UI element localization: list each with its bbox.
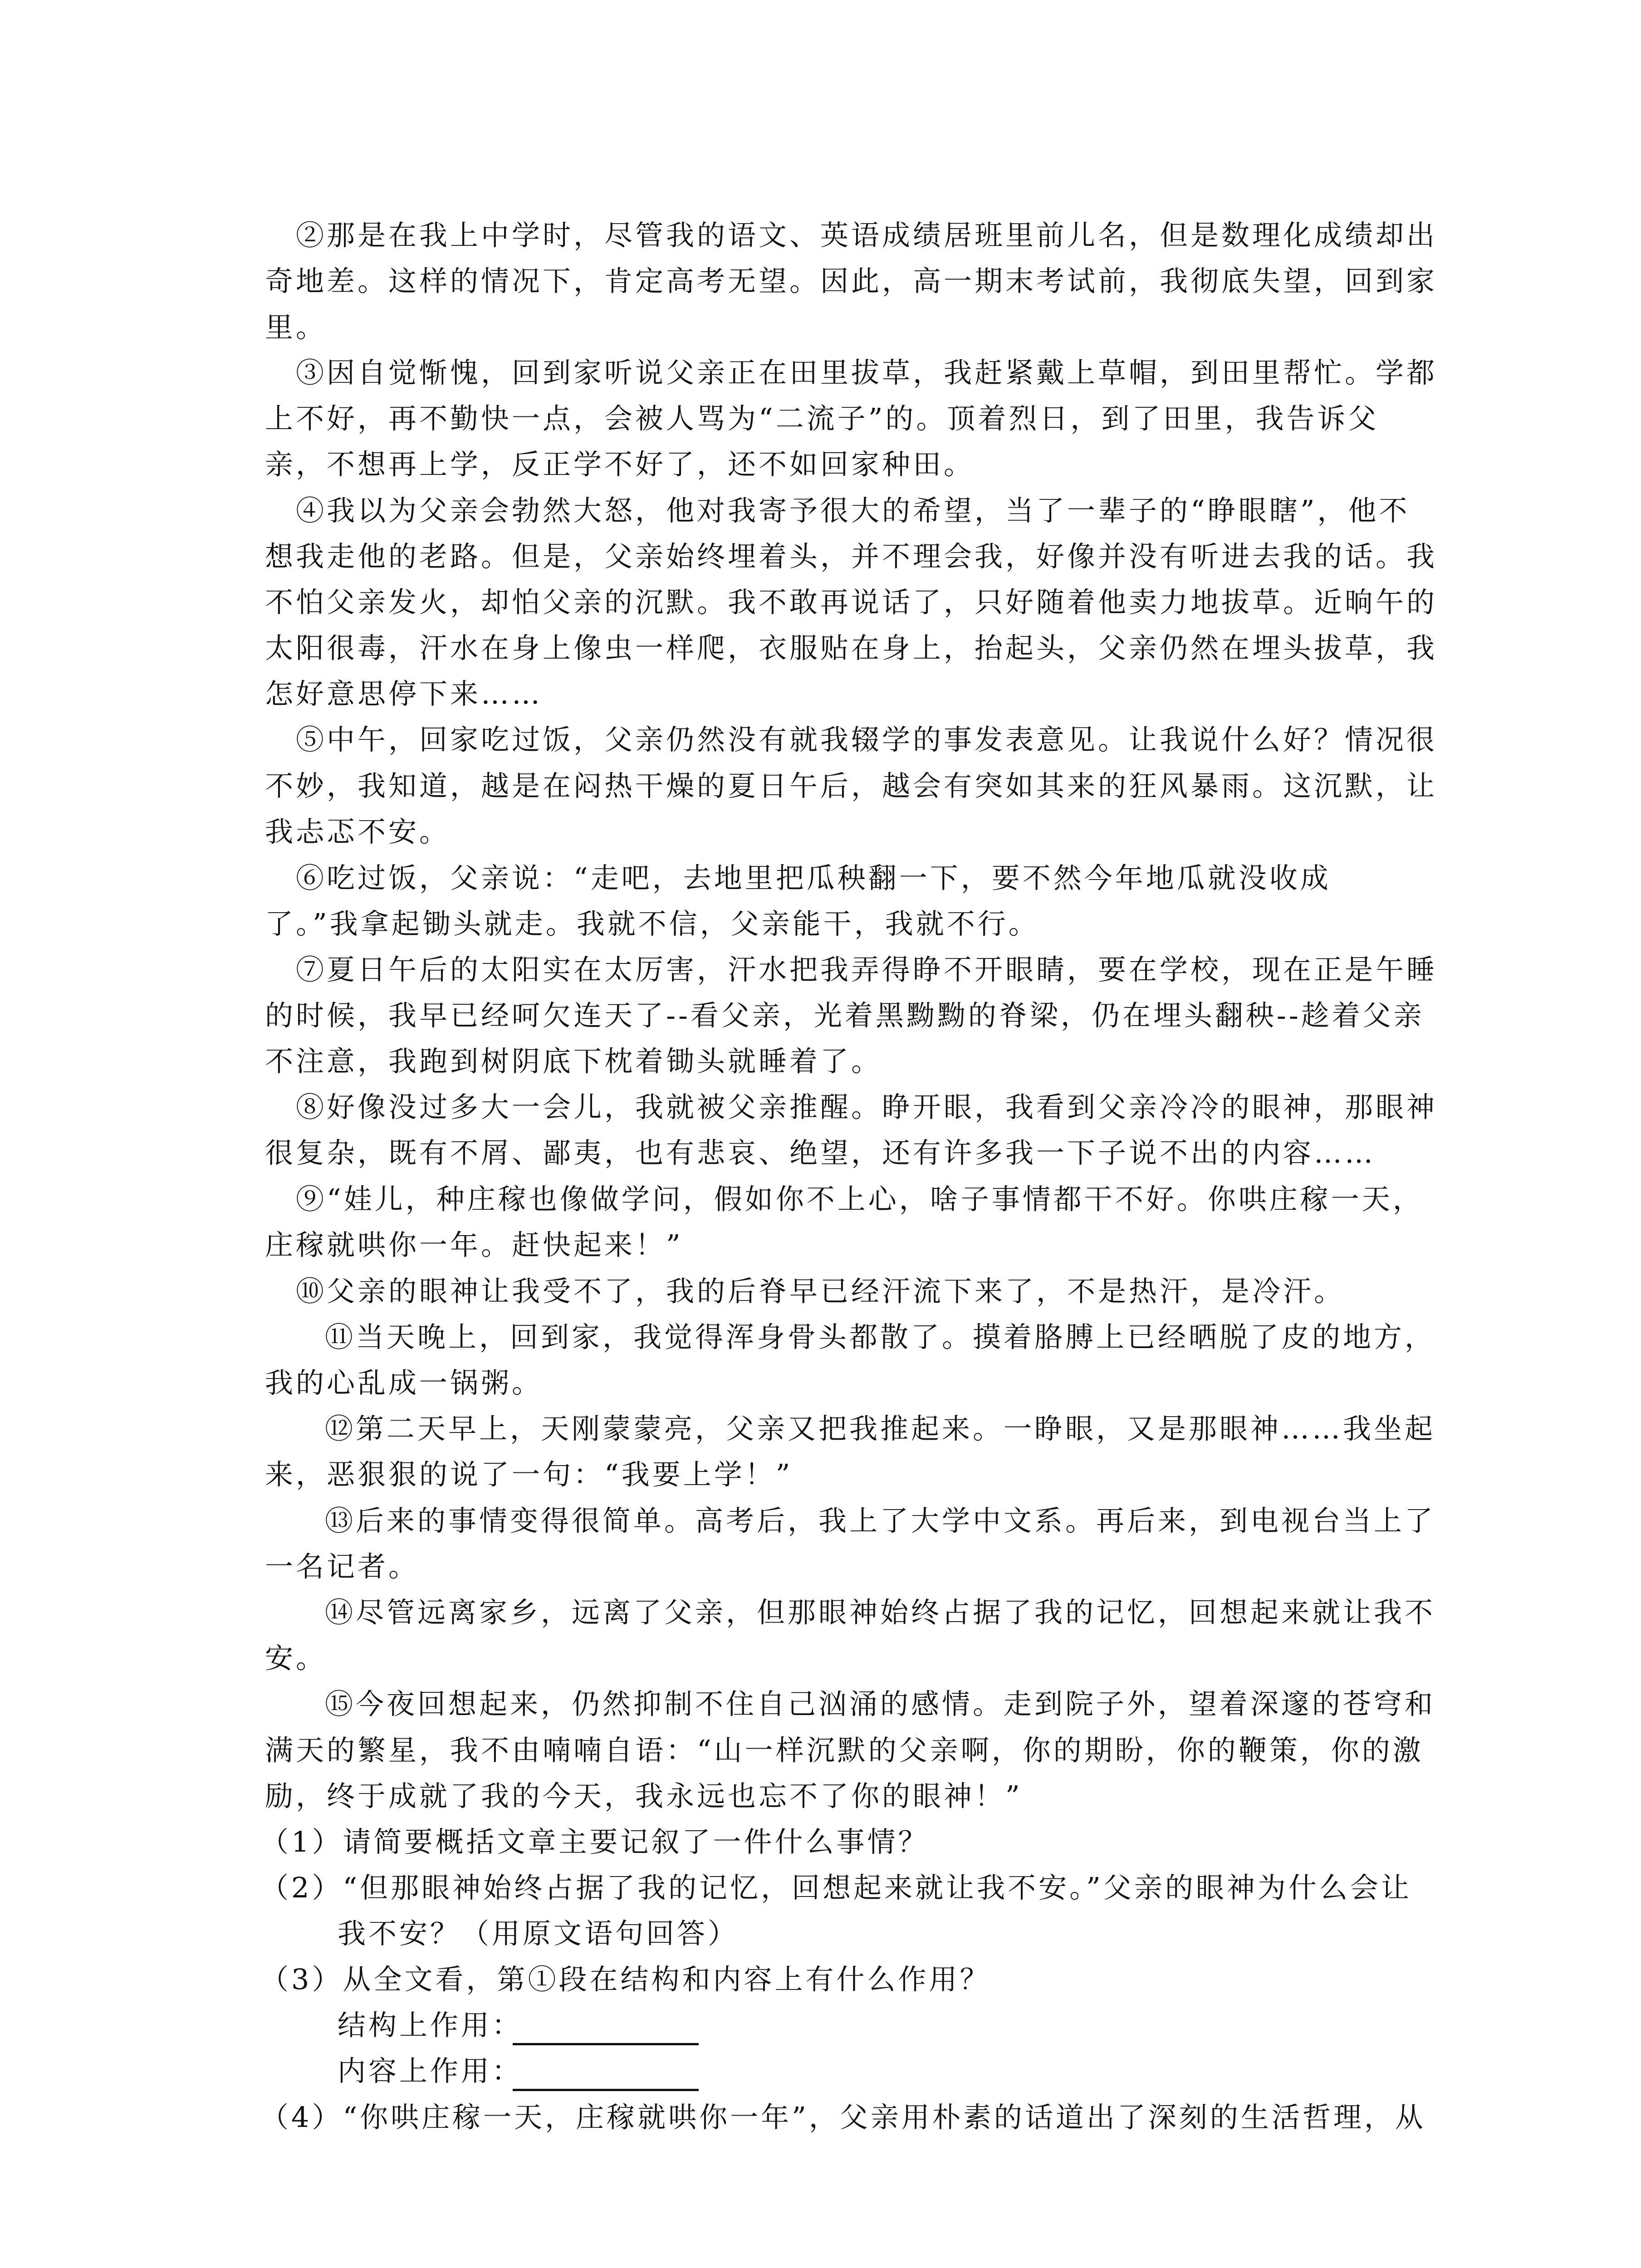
question-3-content-label: 内容上作用：: [338, 2054, 523, 2087]
paragraph-3-line-3: 亲，不想再上学，反正学不好了，还不如回家种田。: [265, 448, 975, 481]
paragraph-11-line-2: 我的心乱成一锅粥。: [265, 1366, 543, 1399]
structure-answer-blank[interactable]: [513, 2043, 699, 2045]
paragraph-3-line-2: 上不好，再不勤快一点，会被人骂为“二流子”的。顶着烈日，到了田里，我告诉父: [265, 402, 1379, 435]
question-3-line-1: （3）从全文看，第①段在结构和内容上有什么作用？: [260, 1963, 991, 1996]
paragraph-2-line-2: 奇地差。这样的情况下，肯定高考无望。因此，高一期末考试前，我彻底失望，回到家: [265, 264, 1438, 298]
paragraph-4-line-2: 想我走他的老路。但是，父亲始终埋着头，并不理会我，好像并没有听进去我的话。我: [265, 540, 1438, 573]
paragraph-4-line-1: ④我以为父亲会勃然大怒，他对我寄予很大的希望，当了一辈子的“睁眼瞎”，他不: [296, 494, 1410, 527]
paragraph-3-line-1: ③因自觉惭愧，回到家听说父亲正在田里拔草，我赶紧戴上草帽，到田里帮忙。学都: [296, 356, 1438, 389]
paragraph-7-line-3: 不注意，我跑到树阴底下枕着锄头就睡着了。: [265, 1045, 882, 1078]
paragraph-2-line-1: ②那是在我上中学时，尽管我的语文、英语成绩居班里前儿名，但是数理化成绩却出: [296, 219, 1438, 252]
paragraph-15-line-2: 满天的繁星，我不由喃喃自语：“山一样沉默的父亲啊，你的期盼，你的鞭策，你的激: [265, 1734, 1424, 1767]
paragraph-12-line-1: ⑫第二天早上，天刚蒙蒙亮，父亲又把我推起来。一睁眼，又是那眼神……我坐起: [325, 1412, 1436, 1445]
question-1: （1）请简要概括文章主要记叙了一件什么事情？: [260, 1825, 929, 1858]
paragraph-6-line-2: 了。”我拿起锄头就走。我就不信，父亲能干，我就不行。: [265, 907, 1039, 940]
paragraph-9-line-2: 庄稼就哄你一年。赶快起来！”: [265, 1228, 683, 1261]
question-2-line-1: （2）“但那眼神始终占据了我的记忆，回想起来就让我不安。”父亲的眼神为什么会让: [260, 1871, 1412, 1904]
paragraph-8-line-1: ⑧好像没过多大一会儿，我就被父亲推醒。睁开眼，我看到父亲冷冷的眼神，那眼神: [296, 1090, 1438, 1124]
question-4-line-1: （4）“你哄庄稼一天，庄稼就哄你一年”，父亲用朴素的话道出了深刻的生活哲理，从: [260, 2101, 1426, 2134]
paragraph-9-line-1: ⑨“娃儿，种庄稼也像做学问，假如你不上心，啥子事情都干不好。你哄庄稼一天，: [296, 1183, 1424, 1216]
paragraph-11-line-1: ⑪当天晚上，回到家，我觉得浑身骨头都散了。摸着胳膊上已经晒脱了皮的地方，: [325, 1320, 1436, 1354]
paragraph-13-line-1: ⑬后来的事情变得很简单。高考后，我上了大学中文系。再后来，到电视台当上了: [325, 1504, 1436, 1537]
paragraph-10-line-1: ⑩父亲的眼神让我受不了，我的后脊早已经汗流下来了，不是热汗，是冷汗。: [296, 1275, 1345, 1308]
paragraph-4-line-3: 不怕父亲发火，却怕父亲的沉默。我不敢再说话了，只好随着他卖力地拔草。近晌午的: [265, 586, 1438, 619]
paragraph-2-line-3: 里。: [265, 311, 327, 344]
paragraph-6-line-1: ⑥吃过饭，父亲说：“走吧，去地里把瓜秧翻一下，要不然今年地瓜就没收成: [296, 861, 1331, 894]
content-answer-blank[interactable]: [513, 2089, 699, 2091]
paragraph-8-line-2: 很复杂，既有不屑、鄙夷，也有悲哀、绝望，还有许多我一下子说不出的内容……: [265, 1136, 1376, 1169]
paragraph-14-line-1: ⑭尽管远离家乡，远离了父亲，但那眼神始终占据了我的记忆，回想起来就让我不: [325, 1596, 1436, 1629]
paragraph-5-line-1: ⑤中午，回家吃过饭，父亲仍然没有就我辍学的事发表意见。让我说什么好？情况很: [296, 723, 1438, 756]
question-3-structure-label: 结构上作用：: [338, 2009, 523, 2042]
paragraph-7-line-1: ⑦夏日午后的太阳实在太厉害，汗水把我弄得睁不开眼睛，要在学校，现在正是午睡: [296, 953, 1438, 986]
paragraph-5-line-3: 我忐忑不安。: [265, 815, 451, 848]
paragraph-14-line-2: 安。: [265, 1642, 327, 1675]
paragraph-4-line-4: 太阳很毒，汗水在身上像虫一样爬，衣服贴在身上，抬起头，父亲仍然在埋头拔草，我: [265, 631, 1438, 665]
paragraph-5-line-2: 不妙，我知道，越是在闷热干燥的夏日午后，越会有突如其来的狂风暴雨。这沉默，让: [265, 769, 1438, 802]
paragraph-13-line-2: 一名记者。: [265, 1550, 420, 1583]
paragraph-12-line-2: 来，恶狠狠的说了一句：“我要上学！”: [265, 1458, 793, 1491]
paragraph-15-line-1: ⑮今夜回想起来，仍然抑制不住自己汹涌的感情。走到院子外，望着深邃的苍穹和: [325, 1687, 1436, 1721]
paragraph-15-line-3: 励，终于成就了我的今天，我永远也忘不了你的眼神！”: [265, 1779, 1023, 1813]
paragraph-7-line-2: 的时候，我早已经呵欠连天了--看父亲，光着黑黝黝的脊梁，仍在埋头翻秧--趁着父亲: [265, 999, 1425, 1032]
question-2-line-2: 我不安？（用原文语句回答）: [338, 1917, 739, 1950]
paragraph-4-line-5: 怎好意思停下来……: [265, 677, 543, 710]
